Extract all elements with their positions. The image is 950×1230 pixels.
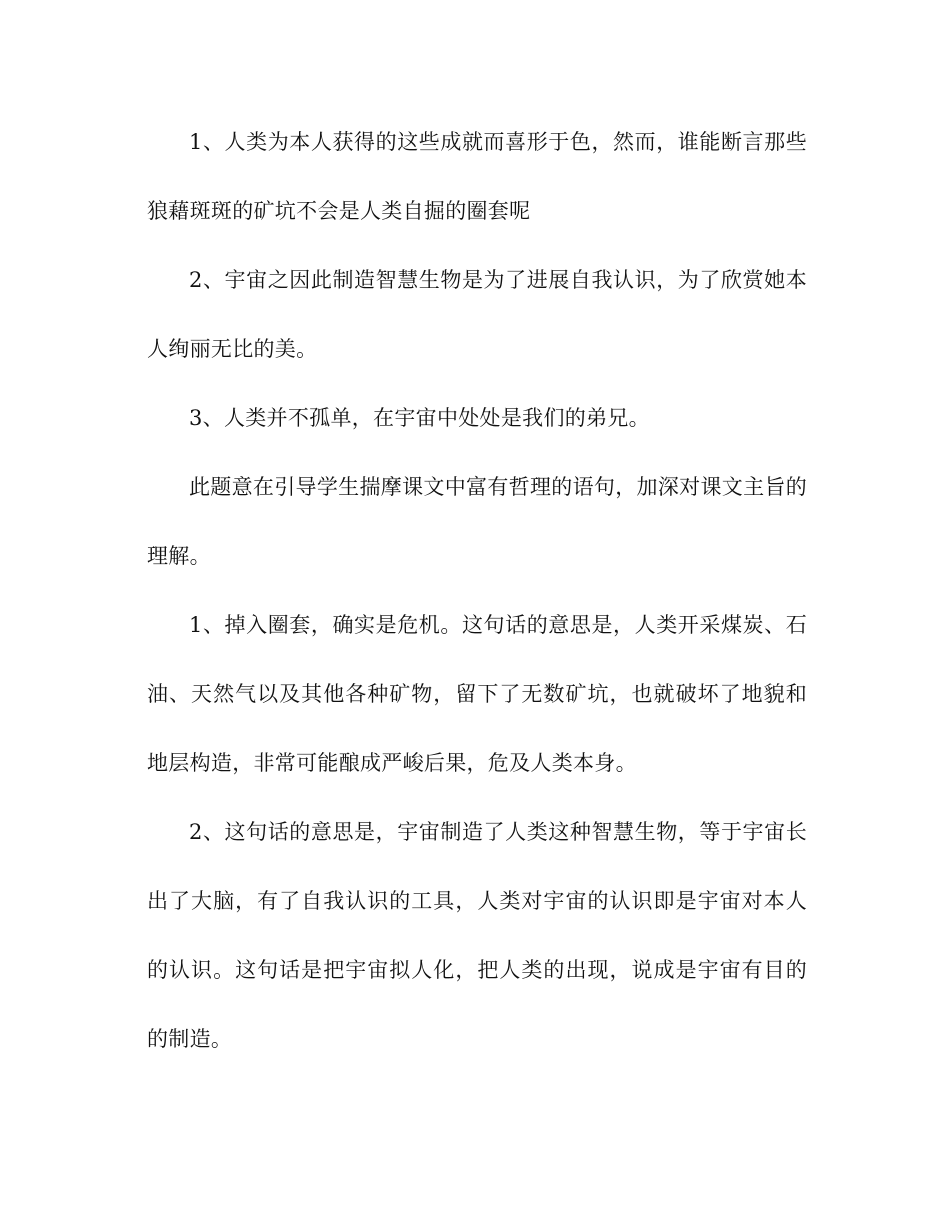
paragraph-quote-3: 3、人类并不孤单，在宇宙中处处是我们的弟兄。 [189, 406, 650, 430]
paragraph-answer-2: 2、这句话的意思是，宇宙制造了人类这种智慧生物，等于宇宙长出了大脑，有了自我认识的工具，人类对宇宙的认识即是宇宙对本人的认识。这句话是把宇宙拟人化，把人类的出现，说成是宇宙有目的的制造。 [147, 820, 807, 1051]
paragraph-answer-1: 1、掉入圈套，确实是危机。这句话的意思是，人类开采煤炭、石油、天然气以及其他各种矿物，留下了无数矿坑，也就破坏了地貌和地层构造，非常可能酿成严峻后果，危及人类本身。 [147, 613, 807, 775]
paragraph-intent: 此题意在引导学生揣摩课文中富有哲理的语句，加深对课文主旨的理解。 [147, 475, 807, 568]
paragraph-quote-2: 2、宇宙之因此制造智慧生物是为了进展自我认识，为了欣赏她本人绚丽无比的美。 [147, 268, 807, 361]
paragraph-quote-1: 1、人类为本人获得的这些成就而喜形于色，然而，谁能断言那些狼藉斑斑的矿坑不会是人类自掘的圈套呢 [147, 130, 807, 223]
